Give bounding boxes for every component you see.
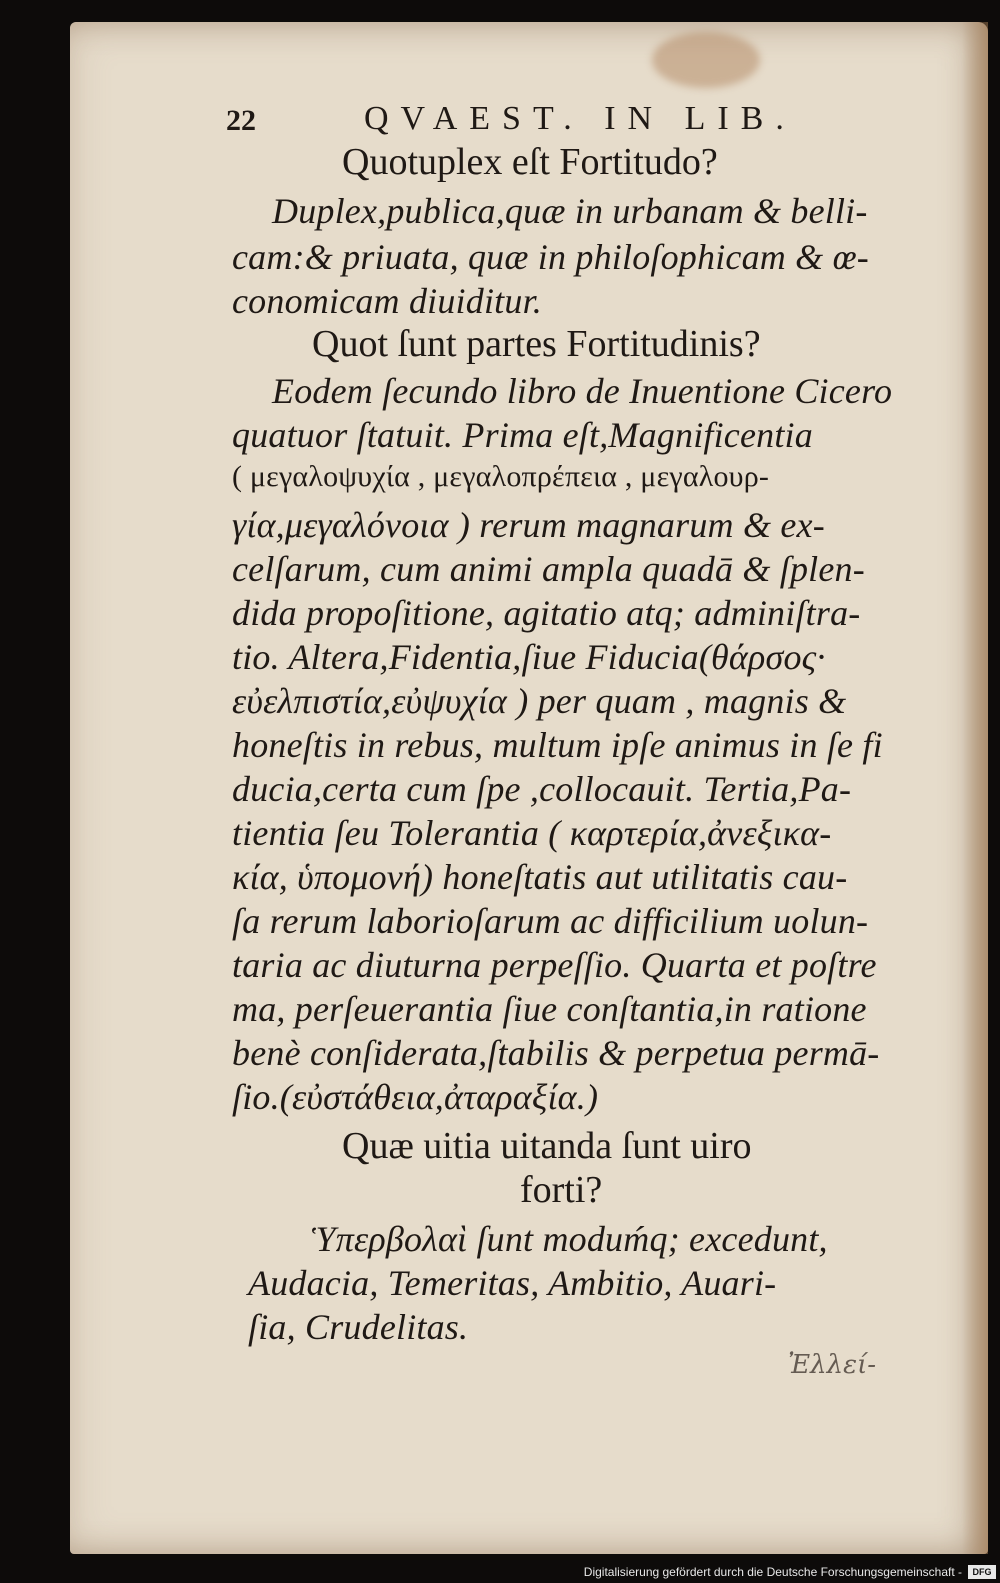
question-heading-3: Quæ uitia uitanda ſunt uiro (342, 1125, 752, 1167)
text-line: conomicam diuiditur. (232, 281, 542, 321)
text-line: κία, ὑπομονή) honeſtatis aut utilitatis cau- (232, 857, 848, 897)
paper-stain (652, 32, 760, 88)
question-heading-1: Quotuplex eſt Fortitudo? (342, 141, 718, 183)
text-line: benè conſiderata,ſtabilis & perpetua permā- (232, 1033, 880, 1073)
text-line: tientia ſeu Tolerantia ( καρτερία,ἀνεξικα- (232, 813, 832, 853)
page-edge-shadow (962, 22, 988, 1554)
text-line: εὐελπιστία,εὐψυχία ) per quam , magnis & (232, 681, 847, 721)
text-line: dida propoſitione, agitatio atq; adminiſtra- (232, 593, 861, 633)
question-heading-2: Quot ſunt partes Fortitudinis? (312, 323, 761, 365)
text-line: honeſtis in rebus, multum ipſe animus in ſe fi (232, 725, 883, 765)
digitization-credit: Digitalisierung gefördert durch die Deutsche Forschungsgemeinschaft - (583, 1565, 962, 1579)
text-line: Eodem ſecundo libro de Inuentione Cicero (272, 371, 893, 411)
text-line: quatuor ſtatuit. Prima eſt,Magnificentia (232, 415, 813, 455)
text-line: celſarum, cum animi ampla quadā & ſplen- (232, 549, 865, 589)
question-heading-3-cont: forti? (520, 1169, 603, 1211)
text-line: Ὑπερβολαὶ ſunt moduḿq; excedunt, (312, 1219, 828, 1259)
text-line: ducia,certa cum ſpe ,collocauit. Tertia,Pa- (232, 769, 852, 809)
text-line: ſia, Crudelitas. (248, 1307, 469, 1347)
text-line: ma, perſeuerantia ſiue conſtantia,in ratione (232, 989, 867, 1029)
text-line: Duplex,publica,quæ in urbanam & belli- (272, 191, 868, 231)
dfg-logo: DFG (968, 1565, 996, 1579)
text-line: Audacia, Temeritas, Ambitio, Auari- (248, 1263, 777, 1303)
text-line: tio. Altera,Fidentia,ſiue Fiducia(θάρσος· (232, 637, 826, 677)
text-line: cam:& priuata, quæ in philoſophicam & œ- (232, 237, 869, 277)
catchword: Ἐλλεί- (788, 1350, 877, 1380)
running-head: QVAEST. IN LIB. (364, 100, 796, 137)
text-line: γία,μεγαλόνοια ) rerum magnarum & ex- (232, 505, 825, 545)
page-number: 22 (226, 104, 256, 137)
text-line: taria ac diuturna perpeſſio. Quarta et poſtre (232, 945, 877, 985)
text-line: ſa rerum laborioſarum ac difficilium uolun- (232, 901, 869, 941)
text-line: ſio.(εὐστάθεια,ἀταραξία.) (232, 1077, 599, 1117)
greek-text-line: ( μεγαλοψυχία , μεγαλοπρέπεια , μεγαλουρ- (232, 460, 770, 493)
